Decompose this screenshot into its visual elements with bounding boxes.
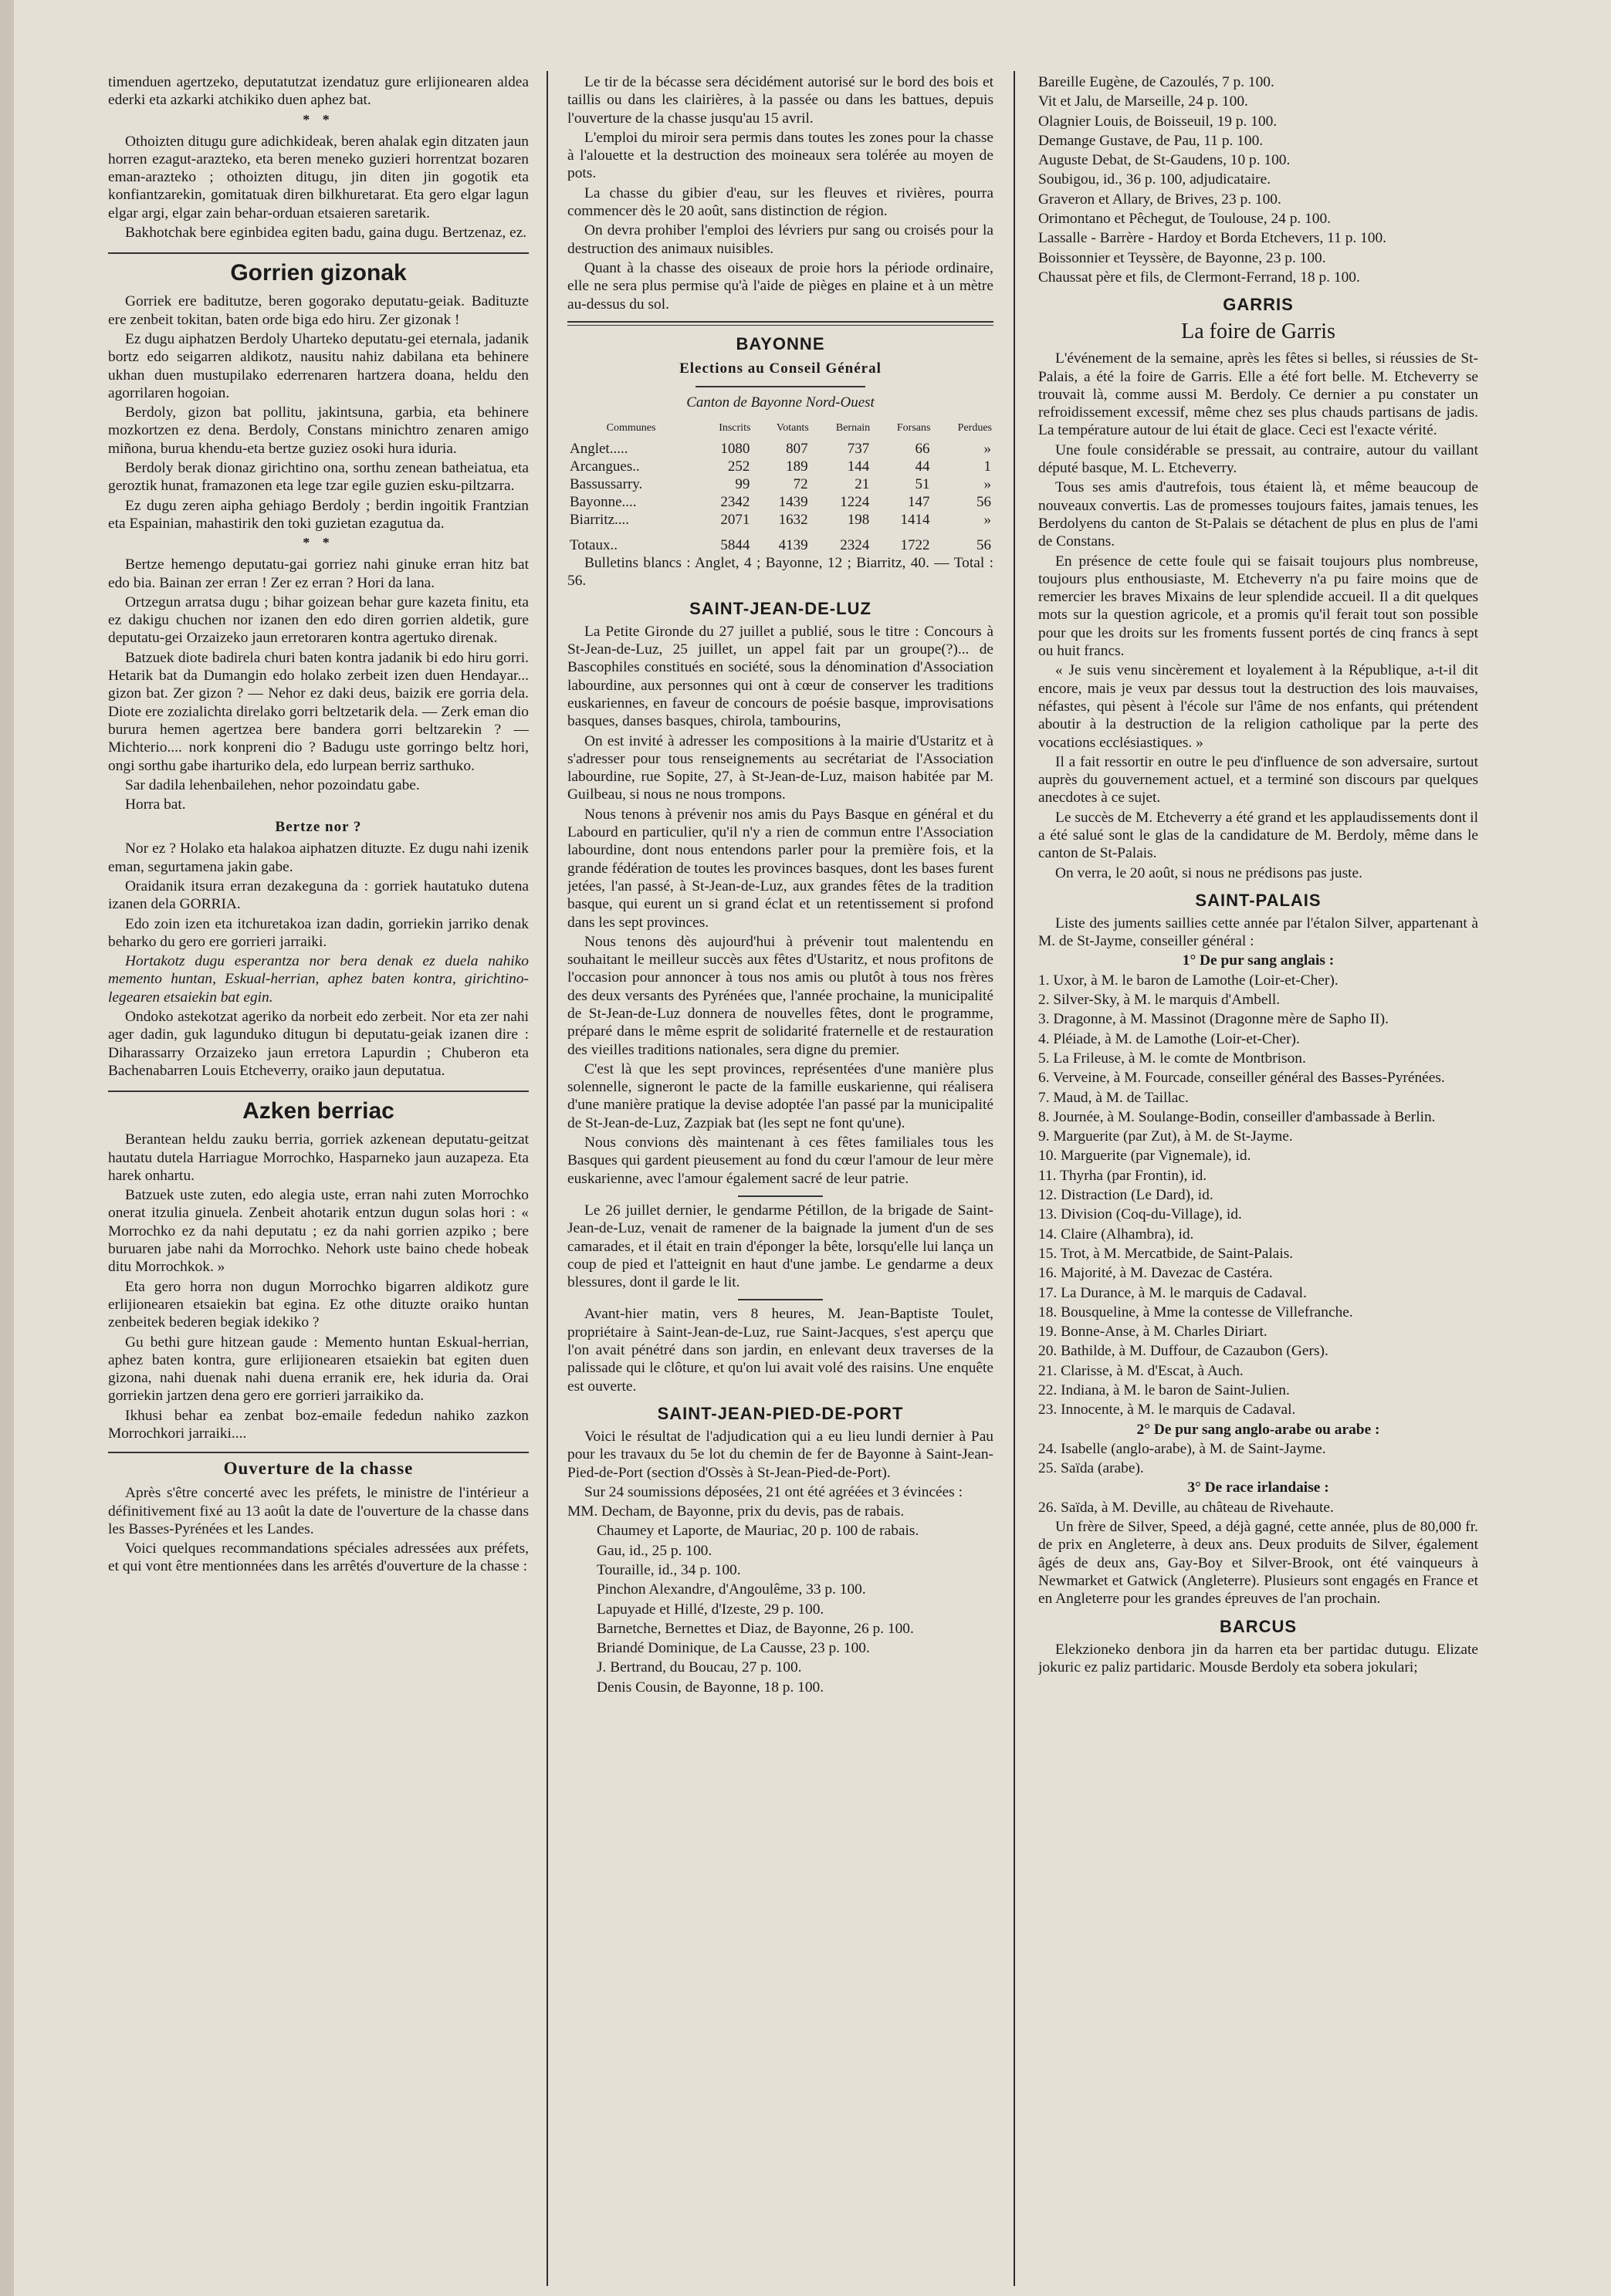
- mares-list: [1038, 972, 1478, 1419]
- table-cell: 72: [793, 476, 808, 493]
- paragraph: Après s'être concerté avec les préfets, le ministre de l'intérieur a définitivement fixé au 13 août la date de l'ouverture de la chasse dans les Basses-Pyrénées et les Landes.: [108, 1485, 529, 1537]
- headline-saint-jean-de-luz: SAINT-JEAN-DE-LUZ: [689, 598, 871, 618]
- paragraph: On devra prohiber l'emploi des lévriers pur sang ou croisés pour la destruction des animaux nuisibles.: [567, 222, 993, 257]
- paragraph: La chasse du gibier d'eau, sur les fleuves et rivières, pourra commencer dès le 20 août, sans distinction de région.: [567, 184, 993, 220]
- mares-list-irish: [1038, 1499, 1478, 1517]
- list-section-heading: 1° De pur sang anglais :: [1182, 952, 1335, 969]
- paragraph: Voici le résultat de l'adjudication qui a eu lieu lundi dernier à Pau pour les travaux du 5e lot du chemin de fer de Bayonne à Saint-Jean-Pied-de-Port (section d'Ossès à St-Jean-Pied-de-Port).: [567, 1428, 993, 1481]
- page-fold-shadow: [0, 0, 14, 2296]
- list-item: Boissonnier et Teyssère, de Bayonne, 23 p. 100.: [1038, 249, 1326, 266]
- list-item: 10. Marguerite (par Vignemale), id.: [1038, 1148, 1251, 1165]
- list-item: Orimontano et Pêchegut, de Toulouse, 24 p. 100.: [1038, 211, 1332, 228]
- table-cell: 1722: [900, 537, 930, 554]
- paragraph: C'est là que les sept provinces, représentées d'une manière plus solennelle, signeront le pacte de la famille euskarienne, qui réalisera d'une manière pratique la devise adoptée l'an passé par la municipalité de St-Jean-de-Luz, Zazpiak bat (les sept ne font qu'une).: [567, 1060, 993, 1131]
- table-cell: 2324: [840, 537, 870, 554]
- list-item: Bareille Eugène, de Cazoulés, 7 p. 100.: [1038, 74, 1274, 90]
- list-item: Gau, id., 25 p. 100.: [597, 1542, 712, 1559]
- list-item: 4. Pléiade, à M. de Lamothe (Loir-et-Cher).: [1038, 1030, 1300, 1047]
- list-item: Vit et Jalu, de Marseille, 24 p. 100.: [1038, 93, 1248, 110]
- paragraph: Berdoly, gizon bat pollitu, jakintsuna, garbia, eta behinere mozkortzen ez dena. Berdoly, Constans minichtro zenaren amigo miñona, burua khendu-eta bertze guziez osoki hura iduria.: [108, 404, 529, 457]
- table-cell: 737: [847, 441, 870, 458]
- paragraph: Batzuek uste zuten, edo alegia uste, erran nahi zuten Morrochko onerat itzulia ginuela. Zenbeit ahotarik entzun dugun solas hori : « Morrochko ez da nahi deputatu ; ez da nahi gorrien azpiko ; bere buruaren jabe nahi da Morrochko. Nehork uste baino chede hobeak ditu Morrochkok. »: [108, 1187, 529, 1276]
- adjudication-list-continued: [1038, 73, 1478, 286]
- paragraph: Tous ses amis d'autrefois, tous étaient là, et même beaucoup de nouveaux convertis. Las de promesses toujours faites, jamais tenues, les Berdolyens du canton de St-Palais se détachent de plus en plus de l'ami de Constans.: [1038, 479, 1478, 550]
- list-item: Pinchon Alexandre, d'Angoulême, 33 p. 100.: [597, 1581, 866, 1598]
- column-header: Communes: [606, 422, 656, 435]
- table-cell: 1080: [720, 441, 750, 458]
- table-row: [567, 440, 993, 458]
- column-3: [1038, 73, 1478, 2281]
- rule: [738, 1299, 823, 1300]
- election-results-table: [567, 419, 993, 554]
- list-item: 15. Trot, à M. Mercatbide, de Saint-Palais.: [1038, 1245, 1294, 1262]
- paragraph: timenduen agertzeko, deputatutzat izendatuz gure erlijionearen aldea ederki eta azkarki atchikiko duen aphez bat.: [108, 74, 529, 109]
- column-header: Votants: [776, 422, 809, 435]
- list-item: Graveron et Allary, de Brives, 23 p. 100.: [1038, 191, 1281, 208]
- table-cell: 1439: [778, 494, 808, 511]
- headline-saint-palais: SAINT-PALAIS: [1195, 890, 1322, 910]
- headline-saint-jean-pied-de-port: SAINT-JEAN-PIED-DE-PORT: [657, 1403, 904, 1423]
- paragraph: Batzuek diote badirela churi baten kontra jadanik bi edo hiru gorri. Hetarik bat da Dumangin edo holako zerbeit izen duen Hendayar... gizon bat. Zer gizon ? — Nehor ez daki deus, baizik ere gorria dela. Diote ere zozialichta direlako gorri beltzetarik dela. — Zerk eman dio burura hemen agertzea bere bandera gorri beltzarekin ? — Michterio.... nork konpreni dio ? Badugu uste gorringo beltz hori, ongi sorthu gabe iharturiko dela, edo lurpean berriz sarthuko.: [108, 649, 529, 774]
- paragraph: Eta gero horra non dugun Morrochko bigarren aldikotz gure erlijionearen etsaiekin bat egina. Ez othe dituzte oraiko huntan zenbeitek bederen begiak idekiko ?: [108, 1278, 529, 1331]
- list-item: 5. La Frileuse, à M. le comte de Montbrison.: [1038, 1050, 1306, 1067]
- paragraph: Bakhotchak bere eginbidea egiten badu, gaina dugu. Bertzenaz, ez.: [125, 225, 527, 242]
- list-item: 26. Saïda, à M. Deville, au château de Rivehaute.: [1038, 1499, 1334, 1516]
- list-item: 23. Innocente, à M. le marquis de Cadaval.: [1038, 1402, 1296, 1419]
- table-total-row: [567, 529, 993, 554]
- paragraph: Ez dugu zeren aipha gehiago Berdoly ; berdin ingoitik Frantzian eta Espainian, mahastirik den toki guzietan ezagutua da.: [108, 497, 529, 532]
- list-item: 22. Indiana, à M. le baron de Saint-Julien.: [1038, 1382, 1290, 1398]
- list-item: 1. Uxor, à M. le baron de Lamothe (Loir-et-Cher).: [1038, 972, 1339, 989]
- paragraph: Sur 24 soumissions déposées, 21 ont été agréées et 3 évincées :: [584, 1483, 963, 1500]
- list-item: 3. Dragonne, à M. Massinot (Dragonne mère de Sapho II).: [1038, 1011, 1389, 1028]
- table-cell: Biarritz....: [570, 512, 630, 529]
- section-rule: [567, 321, 993, 326]
- table-row: [567, 493, 993, 511]
- paragraph: Bertze hemengo deputatu-gai gorriez nahi ginuke erran hitz bat edo bia. Bainan zer erran ! Zer ez erran ? Hori da lana.: [108, 556, 529, 591]
- list-item: Chaumey et Laporte, de Mauriac, 20 p. 100 de rabais.: [597, 1523, 919, 1540]
- headline-barcus: BARCUS: [1219, 1616, 1298, 1636]
- table-cell: 5844: [720, 537, 750, 554]
- paragraph: Nous tenons à prévenir nos amis du Pays Basque en général et du Labourd en particulier, qu'il n'y a rien de commun entre l'Association labourdine, dont nous entendons parler pour la première fois, et la grande fédération de toutes les provinces basques, dont les bases furent jetées, l'an passé, à St-Jean-de-Luz, aux grandes fêtes de la tradition basque, qui eurent un si grand éclat et un retentissement si profond dans les sept provinces.: [567, 806, 993, 931]
- headline-bayonne: BAYONNE: [736, 333, 825, 353]
- list-item: Lapuyade et Hillé, d'Izeste, 29 p. 100.: [597, 1601, 824, 1618]
- rule: [738, 1195, 823, 1197]
- table-cell: 807: [786, 441, 808, 458]
- headline-garris: GARRIS: [1223, 295, 1294, 315]
- table-cell: Anglet.....: [570, 441, 628, 458]
- paragraph: Le 26 juillet dernier, le gendarme Pétillon, de la brigade de Saint-Jean-de-Luz, venait de ramener de la baignade la jument d'un de ses camarades, et il était en train d'éponger la bête, lorsqu'elle lui lança un coup de pied et l'atteignit en haut d'une jambe. Le gendarme a deux blessures, dont il garde le lit.: [567, 1202, 993, 1291]
- list-item: Denis Cousin, de Bayonne, 18 p. 100.: [597, 1679, 824, 1696]
- paragraph: Ez dugu aiphatzen Berdoly Uharteko deputatu-gei eternala, jadanik bortz edo seigarren aldikotz, nausitu nahiz dabilana eta behinere ukhan duen mustupilako ederrenaren hartzera doana, heldu den agorrilaren hogoian.: [108, 330, 529, 401]
- paragraph: L'emploi du miroir sera permis dans toutes les zones pour la chasse à l'alouette et la destruction des moineaux sera tolérée au moyen de pots.: [567, 129, 993, 182]
- table-cell: 2342: [720, 494, 750, 511]
- table-cell: Bassussarry.: [570, 476, 643, 493]
- subheading-elections: Elections au Conseil Général: [679, 360, 882, 377]
- section-separator: * *: [303, 111, 334, 127]
- paragraph: Voici quelques recommandations spéciales adressées aux préfets, et qui vont être mentionnées dans les arrêtés d'ouverture de la chasse :: [108, 1540, 529, 1575]
- list-item: 12. Distraction (Le Dard), id.: [1038, 1187, 1213, 1204]
- subheading-foire-garris: La foire de Garris: [1181, 320, 1335, 344]
- paragraph: Hortakotz dugu esperantza nor bera denak ez duela nahiko memento huntan, Eskual-herrian, aphez baten kontra, girichtino-legearen etsaiekin bat egin.: [108, 953, 529, 1006]
- table-cell: 56: [976, 494, 991, 511]
- list-item: 11. Thyrha (par Frontin), id.: [1038, 1167, 1207, 1184]
- table-cell: 252: [727, 458, 750, 475]
- paragraph: Horra bat.: [125, 796, 186, 813]
- paragraph: Il a fait ressortir en outre le peu d'influence de son adversaire, surtout auprès du gouvernement actuel, et a terminé son discours par quelques anecdotes à ce sujet.: [1038, 753, 1478, 806]
- paragraph: On est invité à adresser les compositions à la mairie d'Ustaritz et à s'adresser pour tous renseignements au secrétariat de l'Association labourdine, rue Sopite, 27, à St-Jean-de-Luz, maison habitée par M. Guilbeau, si nous ne nous trompons.: [567, 732, 993, 803]
- paragraph: « Je suis venu sincèrement et loyalement à la République, a-t-il dit encore, mais je veux par dessus tout la destruction des lois mauvaises, néfastes, qui pèsent à l'école sur l'âme de nos enfants, qui prétendent aboutir à la destruction de la religion catholique par la perte des vocations ecclésiastiques. »: [1038, 662, 1478, 751]
- paragraph: Liste des juments saillies cette année par l'étalon Silver, appartenant à M. de St-Jayme, conseiller général :: [1038, 915, 1478, 950]
- list-item: Barnetche, Bernettes et Diaz, de Bayonne, 26 p. 100.: [597, 1620, 914, 1637]
- paragraph: Le succès de M. Etcheverry a été grand et les applaudissements dont il a été salué sont le glas de la candidature de M. Berdoly, même dans le canton de St-Palais.: [1038, 809, 1478, 862]
- paragraph: Un frère de Silver, Speed, a déjà gagné, cette année, plus de 80,000 fr. de prix en Angleterre, à deux ans. Deux produits de Silver, également âgés de deux ans, Gay-Boy et Silver-Brook, ont été vainqueurs à Newmarket et Gatwick (Angleterre). Plusieurs sont engagés en France et en Angleterre pour les grandes épreuves de l'an prochain.: [1038, 1519, 1478, 1608]
- table-cell: Totaux..: [570, 537, 618, 554]
- table-cell: Bayonne....: [570, 494, 637, 511]
- column-1: [108, 73, 529, 2281]
- list-item: Briandé Dominique, de La Causse, 23 p. 100.: [597, 1640, 870, 1657]
- table-cell: »: [983, 476, 991, 493]
- table-cell: 56: [976, 537, 991, 554]
- table-row: [567, 511, 993, 529]
- list-item: 14. Claire (Alhambra), id.: [1038, 1226, 1194, 1243]
- list-item: 7. Maud, à M. de Taillac.: [1038, 1089, 1189, 1106]
- paragraph: Sar dadila lehenbailehen, nehor pozoindatu gabe.: [125, 776, 420, 793]
- paragraph: Le tir de la bécasse sera décidément autorisé sur le bord des bois et taillis ou dans les clairières, à la passée ou dans les battues, depuis l'ouverture de la chasse jusqu'au 15 avril.: [567, 74, 993, 127]
- paragraph: Une foule considérable se pressait, au contraire, autour du vaillant député basque, M. L. Etcheverry.: [1038, 441, 1478, 477]
- rule: [696, 386, 866, 387]
- list-section-heading: 3° De race irlandaise :: [1187, 1479, 1329, 1496]
- list-item: Lassalle - Barrère - Hardoy et Borda Etchevers, 11 p. 100.: [1038, 230, 1387, 247]
- list-item: Soubigou, id., 36 p. 100, adjudicataire.: [1038, 171, 1271, 188]
- table-cell: »: [983, 512, 991, 529]
- column-header: Inscrits: [719, 422, 751, 435]
- table-cell: 189: [786, 458, 808, 475]
- adjudication-list: [567, 1503, 993, 1696]
- column-rule-1: [547, 71, 548, 2286]
- table-cell: »: [983, 441, 991, 458]
- list-item: 16. Majorité, à M. Davezac de Castéra.: [1038, 1265, 1273, 1282]
- section-separator: * *: [303, 535, 334, 551]
- paragraph: En présence de cette foule qui se faisait toujours plus nombreuse, toujours plus enthousiaste, M. Etcheverry n'a pu faire moins que de remercier les braves Mixains de leur splendide accueil. Il a dit quelques mots sur la question agricole, et a promis qu'il ferait tout son possible pour que les droits sur les froments fussent portés de cinq francs à sept ou huit francs.: [1038, 553, 1478, 660]
- list-item: 9. Marguerite (par Zut), à M. de St-Jayme.: [1038, 1128, 1293, 1145]
- table-cell: 51: [915, 476, 930, 493]
- table-cell: 144: [847, 458, 870, 475]
- table-cell: 4139: [778, 537, 808, 554]
- paragraph: Berantean heldu zauku berria, gorriek azkenean deputatu-geitzat hautatu dutela Harriague Morrochko, Hasparneko jaun auzapeza. Eta harek onhartu.: [108, 1131, 529, 1184]
- paragraph: Nous convions dès maintenant à ces fêtes familiales tous les Basques qui gardent pieusement au fond du cœur l'amour de leur mère euskarienne, avec l'amour également sacré de leur patrie.: [567, 1134, 993, 1187]
- column-header: Forsans: [896, 422, 931, 435]
- paragraph: Nor ez ? Holako eta halakoa aiphatzen dituzte. Ez dugu nahi izenik eman, segurtamena jakin gabe.: [108, 840, 529, 875]
- list-item: 13. Division (Coq-du-Village), id.: [1038, 1206, 1242, 1223]
- list-item: 20. Bathilde, à M. Duffour, de Cazaubon (Gers).: [1038, 1343, 1328, 1360]
- table-row: [567, 458, 993, 475]
- headline-ouverture-chasse: Ouverture de la chasse: [108, 1452, 529, 1479]
- table-cell: 2071: [720, 512, 750, 529]
- column-header: Bernain: [835, 422, 871, 435]
- list-item: 24. Isabelle (anglo-arabe), à M. de Saint-Jayme.: [1038, 1440, 1326, 1457]
- paragraph: Bulletins blancs : Anglet, 4 ; Bayonne, 12 ; Biarritz, 40. — Total : 56.: [567, 555, 993, 590]
- table-cell: 1632: [778, 512, 808, 529]
- paragraph: Berdoly berak dionaz girichtino ona, sorthu zenean batheiatua, eta geroztik hunat, framazonen eta lege tzar egile guzien esku-piltzarra.: [108, 460, 529, 495]
- table-cell: 1414: [900, 512, 930, 529]
- paragraph: Quant à la chasse des oiseaux de proie hors la période ordinaire, elle ne sera plus permise qu'à l'aide de pièges en plaine et à un mètre au-dessus du sol.: [567, 259, 993, 313]
- list-item: 25. Saïda (arabe).: [1038, 1460, 1144, 1477]
- headline-gorrien-gizonak: Gorrien gizonak: [108, 252, 529, 286]
- list-item: 8. Journée, à M. Soulange-Bodin, conseiller d'ambassade à Berlin.: [1038, 1108, 1436, 1125]
- list-item: Demange Gustave, de Pau, 11 p. 100.: [1038, 132, 1264, 149]
- paragraph: On verra, le 20 août, si nous ne prédisons pas juste.: [1055, 864, 1362, 881]
- column-rule-2: [1014, 71, 1015, 2286]
- table-cell: 44: [915, 458, 930, 475]
- column-2: [567, 73, 993, 2281]
- headline-azken-berriac: Azken berriac: [108, 1091, 529, 1124]
- paragraph: Ikhusi behar ea zenbat boz-emaile fededun nahiko zazkon Morrochkori jarraiki....: [108, 1407, 529, 1442]
- table-header-row: [567, 419, 993, 440]
- mares-list-arab: [1038, 1440, 1478, 1478]
- list-item: 21. Clarisse, à M. d'Escat, à Auch.: [1038, 1362, 1244, 1379]
- paragraph: Ondoko astekotzat ageriko da norbeit edo zerbeit. Nor eta zer nahi ager dadin, guk lagunduko ditugun bi deputatu-geiak izanen dire : Diharassarry Orzaizeko jaun erretora Lapurdin ; Chuberon eta Bachenabarren Louis Etcheverry, oraiko jaun deputatua.: [108, 1009, 529, 1079]
- list-item: Auguste Debat, de St-Gaudens, 10 p. 100.: [1038, 152, 1291, 169]
- paragraph: Elekzioneko denbora jin da harren eta ber partidac dutugu. Elizate jokuric ez paliz partidaric. Mousde Berdoly eta sobera jokulari;: [1038, 1641, 1478, 1676]
- list-item: 18. Bousqueline, à Mme la contesse de Villefranche.: [1038, 1304, 1353, 1320]
- table-cell: 1: [983, 458, 991, 475]
- paragraph: Othoizten ditugu gure adichkideak, beren ahalak egin ditzaten jaun horren ezagut-arazteko, eta beren meneko guzieri horrentzat bozaren eman-arazteko ; othoizten ditugu, jin diten jin gogotik eta konfiantzarekin, gomitatuak diren bilkhuretarat. Eta gero elgar lagun elgar argi, elgar zain behar-orduan etsaieren saretarik.: [108, 133, 529, 221]
- table-cell: Arcangues..: [570, 458, 640, 475]
- paragraph: Edo zoin izen eta itchuretakoa izan dadin, gorriekin jarriko denak beharko du gero ere gorrieri jarraiki.: [108, 915, 529, 950]
- table-cell: 21: [855, 476, 870, 493]
- list-item: 6. Verveine, à M. Fourcade, conseiller général des Basses-Pyrénées.: [1038, 1070, 1445, 1087]
- column-header: Perdues: [957, 422, 992, 435]
- list-item: 2. Silver-Sky, à M. le marquis d'Ambell.: [1038, 992, 1281, 1009]
- list-item: Olagnier Louis, de Boisseuil, 19 p. 100.: [1038, 113, 1278, 130]
- table-cell: 99: [735, 476, 750, 493]
- table-row: [567, 475, 993, 493]
- canton-title: Canton de Bayonne Nord-Ouest: [686, 394, 875, 411]
- list-item: J. Bertrand, du Boucau, 27 p. 100.: [597, 1659, 802, 1676]
- list-item: MM. Decham, de Bayonne, prix du devis, pas de rabais.: [567, 1503, 905, 1520]
- subheading-bertze-nor: Bertze nor ?: [275, 819, 362, 836]
- paragraph: L'événement de la semaine, après les fêtes si belles, si réussies de St-Palais, a été la foire de Garris. Elle a été fort belle. M. Etcheverry se trouvait là, comme aussi M. Berdoly. Ce dernier a pu constater un refroidissement excessif, même chez ses plus chauds partisans de jadis. La température autour de lui était de glace. Ceci est l'exacte vérité.: [1038, 350, 1478, 439]
- list-section-heading: 2° De pur sang anglo-arabe ou arabe :: [1136, 1421, 1380, 1438]
- list-item: Chaussat père et fils, de Clermont-Ferrand, 18 p. 100.: [1038, 269, 1360, 286]
- table-cell: 1224: [840, 494, 870, 511]
- paragraph: Nous tenons dès aujourd'hui à prévenir tout malentendu en souhaitant le meilleur succès aux fêtes d'Ustaritz, et nous profitons de l'occasion pour annoncer à tous nos amis ou plutôt à tous nos frères des deux versants des Pyrénées que, l'année prochaine, la municipalité de St-Jean-de-Luz donnera de nouvelles fêtes, dont le programme, préparé dans le même esprit de solidarité fraternelle et de restauration des vieilles traditions nationales, sera digne du premier.: [567, 933, 993, 1058]
- paragraph: Avant-hier matin, vers 8 heures, M. Jean-Baptiste Toulet, propriétaire à Saint-Jean-de-Luz, rue Saint-Jacques, s'est aperçu que l'on avait pénétré dans son jardin, en enlevant deux traverses de la palissade qui le clôture, et qu'on lui avait volé des raisins. Une enquête est ouverte.: [567, 1306, 993, 1395]
- list-item: 19. Bonne-Anse, à M. Charles Diriart.: [1038, 1324, 1267, 1341]
- table-cell: 147: [907, 494, 930, 511]
- paragraph: Oraidanik itsura erran dezakeguna da : gorriek hautatuko dutena izanen dela GORRIA.: [108, 877, 529, 913]
- paragraph: Gu bethi gure hitzean gaude : Memento huntan Eskual-herrian, aphez baten kontra, gure erlijionearen etsaiekin bat egiten duen gizona, nahi duenak nahi duena erranik ere, hek iduria da. Orai gorriekin jartzen dena gero ere gorrieri jarraikiko da.: [108, 1334, 529, 1405]
- list-item: Touraille, id., 34 p. 100.: [597, 1562, 741, 1578]
- table-cell: 66: [915, 441, 930, 458]
- paragraph: Gorriek ere baditutze, beren gogorako deputatu-geiak. Badituzte ere zenbeit tokitan, baten orde biga edo hiru. Zer gizonak !: [108, 293, 529, 328]
- list-item: 17. La Durance, à M. le marquis de Cadaval.: [1038, 1284, 1307, 1301]
- paragraph: La Petite Gironde du 27 juillet a publié, sous le titre : Concours à St-Jean-de-Luz, 25 juillet, un appel fait par un groupe(?)... de Bascophiles constitués en société, sous la dénomination d'Association labourdine, aux personnes qui ont à cœur de conserver les traditions euskariennes, en faveur de concours de poésie basque, improvisations basques, danses basques, chirola, tambourins,: [567, 623, 993, 730]
- paragraph: Ortzegun arratsa dugu ; bihar goizean behar gure kazeta finitu, eta ez dakigu chuchen nor izanen den edo diren gorrien aldetik, gure deputatu-gei Orzaizeko jaun erretoraren kontra agertuko direnak.: [108, 593, 529, 647]
- table-cell: 198: [847, 512, 870, 529]
